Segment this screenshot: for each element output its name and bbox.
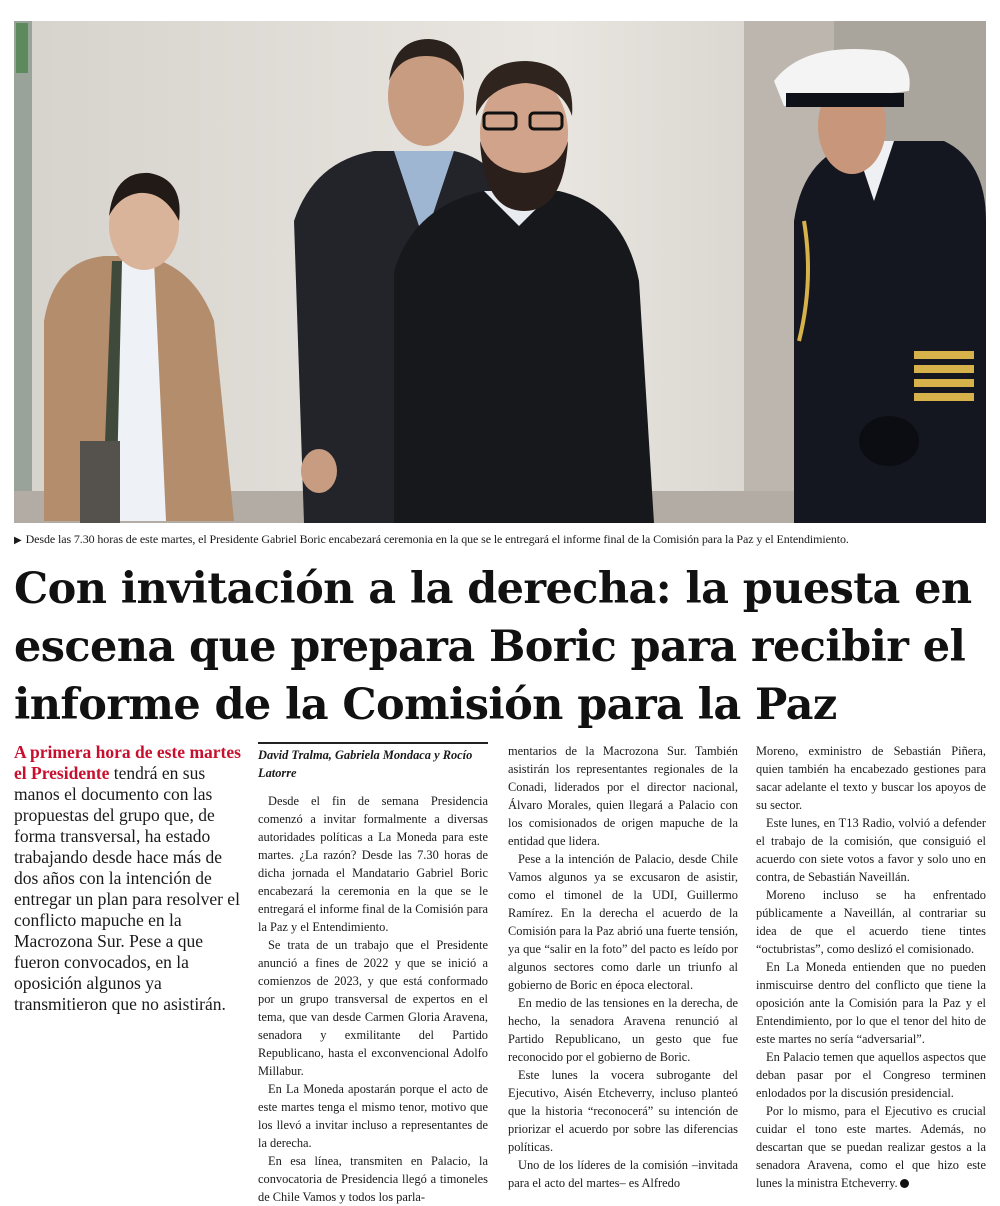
paragraph: Este lunes, en T13 Radio, volvió a defender el trabajo de la comisión, que consiguió el acuerdo con siete votos a favor y solo uno en contra, de Sebastián Naveillán. bbox=[756, 816, 986, 884]
byline: David Tralma, Gabriela Mondaca y Rocío Latorre bbox=[258, 742, 488, 782]
paragraph: Este lunes la vocera subrogante del Ejecutivo, Aisén Etcheverry, incluso planteó que la historia “reconocerá” su intención de priorizar el acuerdo por sobre las diferencias políticas. bbox=[508, 1068, 738, 1154]
lead-kicker: A primera hora de este martes el Presidente bbox=[14, 742, 241, 783]
paragraph: Pese a la intención de Palacio, desde Chile Vamos algunos ya se excusaron de asistir, como el timonel de la UDI, Guillermo Ramírez. En la derecha el acuerdo de la Comisión para la Paz abrió una fuerte tensión, ya que “salir en la foto” del pacto es leído por algunos sectores como darle un triunfo al gobierno de Boric en época electoral. bbox=[508, 852, 738, 992]
paragraph: En esa línea, transmiten en Palacio, la convocatoria de Presidencia llegó a timoneles de Chile Vamos y todos los parla- bbox=[258, 1154, 488, 1204]
lead-text: tendrá en sus manos el documento con las propuestas del grupo que, de forma transversal, ha estado trabajando desde hace más de dos años con la intención de entregar un plan para resolver el conflicto mapuche en la Macrozona Sur. Pese a que fueron convocados, en la oposición algunos ya transmitieron que no asistirán. bbox=[14, 763, 240, 1014]
photo-illustration bbox=[14, 21, 986, 523]
paragraph: En medio de las tensiones en la derecha, de hecho, la senadora Aravena renunció al Partido Republicano, un gesto que fue reconocido por el gobierno de Boric. bbox=[508, 996, 738, 1064]
paragraph: Desde el fin de semana Presidencia comenzó a invitar formalmente a diversas autoridades políticas a La Moneda para este martes. ¿La razón? Desde las 7.30 horas de dicha jornada el Mandatario Gabriel Boric encabezará la ceremonia en la que se le entregará el informe final de la Comisión para la Paz y el Entendimiento. bbox=[258, 794, 488, 934]
paragraph: Uno de los líderes de la comisión –invitada para el acto del martes– es Alfredo bbox=[508, 1158, 738, 1190]
paragraph: En La Moneda apostarán porque el acto de este martes tenga el mismo tenor, motivo que los llevó a invitar incluso a representantes de la derecha. bbox=[258, 1082, 488, 1150]
headline: Con invitación a la derecha: la puesta en escena que prepara Boric para recibir el informe de la Comisión para la Paz bbox=[14, 564, 972, 730]
paragraph: En Palacio temen que aquellos aspectos que deban pasar por el Congreso terminen enlodados por la discusión presidencial. bbox=[756, 1050, 986, 1100]
article-column-1 bbox=[258, 742, 488, 1206]
lead-paragraph bbox=[14, 742, 244, 1015]
paragraph-text: Por lo mismo, para el Ejecutivo es crucial cuidar el tono este martes. Además, no descartan que se puedan realizar gestos a la senadora Aravena, como el que hizo este lunes la ministra Etcheverry. bbox=[756, 1104, 986, 1190]
paragraph: Moreno incluso se ha enfrentado públicamente a Naveillán, al contrariar su idea de que el acuerdo tiene tintes “octubristas”, como deslizó el comisionado. bbox=[756, 888, 986, 956]
photo-caption bbox=[14, 532, 986, 548]
paragraph: En La Moneda entienden que no pueden inmiscuirse dentro del conflicto que tiene la oposición ante la Comisión para la Paz y el Entendimiento, por lo que el tenor del hito de este martes no sería “adversarial”. bbox=[756, 960, 986, 1046]
news-photo bbox=[14, 21, 986, 523]
caption-text: Desde las 7.30 horas de este martes, el Presidente Gabriel Boric encabezará ceremonia en la que se le entregará el informe final de la Comisión para la Paz y el Entendimiento. bbox=[25, 532, 849, 546]
article-column-2 bbox=[508, 742, 738, 1192]
caption-marker-icon: ▶ bbox=[14, 535, 22, 546]
article-column-3 bbox=[756, 742, 986, 1192]
end-mark-icon bbox=[900, 1179, 909, 1188]
paragraph: mentarios de la Macrozona Sur. También asistirán los representantes regionales de la Conadi, liderados por el director nacional, Álvaro Morales, quien llegará a Palacio con los comisionados de origen mapuche de la entidad que lidera. bbox=[508, 744, 738, 848]
paragraph: Se trata de un trabajo que el Presidente anunció a fines de 2022 y que se inició a comienzos de 2023, y que está conformado por un grupo transversal de expertos en el tema, que van desde Carmen Gloria Aravena, senadora y exmilitante del Partido Republicano, hasta el exconvencional Adolfo Millabur. bbox=[258, 938, 488, 1078]
paragraph bbox=[756, 1102, 986, 1192]
paragraph: Moreno, exministro de Sebastián Piñera, quien también ha encabezado gestiones para sacar adelante el texto y buscar los apoyos de su sector. bbox=[756, 744, 986, 812]
